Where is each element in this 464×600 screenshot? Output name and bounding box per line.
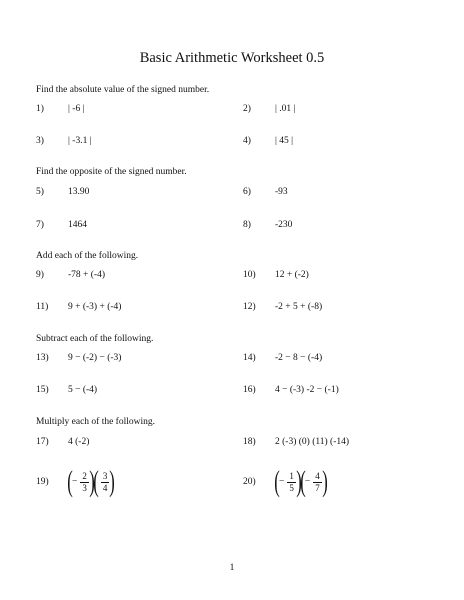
problem-number: 2) [243, 104, 251, 114]
fraction-sign: − [72, 477, 78, 487]
problem-number: 1) [36, 104, 44, 114]
problem-18 [243, 437, 349, 447]
problem-expression: 12 + (-2) [275, 270, 309, 280]
numerator: 1 [289, 470, 294, 481]
problem-3 [36, 136, 92, 146]
fraction [287, 471, 296, 494]
problem-expression: -230 [275, 220, 293, 230]
problem-number: 7) [36, 220, 44, 230]
section-heading-opposite: Find the opposite of the signed number. [36, 167, 187, 177]
problem-number: 12) [243, 302, 256, 312]
left-paren: ( [67, 465, 73, 498]
problem-expression: 5 − (-4) [68, 385, 98, 395]
numerator: 4 [315, 470, 320, 481]
problem-expression: -2 + 5 + (-8) [275, 302, 323, 312]
problem-number: 18) [243, 437, 256, 447]
problem-number: 14) [243, 353, 256, 363]
problem-5 [36, 187, 89, 197]
problem-number: 6) [243, 187, 251, 197]
problem-expression: | -6 | [68, 104, 85, 114]
fraction-sign: − [279, 477, 285, 487]
problem-expression: 4 − (-3) -2 − (-1) [275, 385, 339, 395]
problem-number: 4) [243, 136, 251, 146]
problem-expression: 13.90 [68, 187, 90, 197]
problem-13 [36, 353, 121, 363]
problem-6 [243, 187, 288, 197]
problem-17 [36, 437, 89, 447]
right-paren: ) [89, 465, 95, 498]
problem-expression: 9 − (-2) − (-3) [68, 353, 122, 363]
problem-number: 16) [243, 385, 256, 395]
right-paren: ) [321, 465, 328, 498]
problem-15 [36, 385, 97, 395]
problem-number: 13) [36, 353, 49, 363]
problem-expression: -93 [275, 187, 288, 197]
worksheet-title: Basic Arithmetic Worksheet 0.5 [139, 50, 325, 66]
problem-8 [243, 220, 292, 230]
problem-number: 10) [243, 270, 256, 280]
problem-1 [36, 104, 84, 114]
problem-number: 3) [36, 136, 44, 146]
problem-16 [243, 385, 339, 395]
problem-expression: 4 (-2) [68, 437, 90, 447]
problem-number: 17) [36, 437, 49, 447]
numerator: 2 [82, 470, 87, 481]
left-paren: ( [274, 465, 280, 498]
problem-expression: | 45 | [275, 136, 294, 146]
problem-2 [243, 104, 295, 114]
denominator: 4 [102, 482, 108, 493]
problem-12 [243, 302, 322, 312]
page-number: 1 [229, 563, 235, 573]
problem-number: 15) [36, 385, 49, 395]
problem-10 [243, 270, 309, 280]
problem-number: 5) [36, 187, 44, 197]
problem-4 [243, 136, 293, 146]
problem-expression: | -3.1 | [68, 136, 92, 146]
fraction [101, 471, 110, 494]
right-paren: ) [109, 465, 116, 498]
denominator: 3 [82, 482, 87, 493]
section-heading-absolute-value: Find the absolute value of the signed number. [36, 85, 210, 95]
problem-19 [36, 467, 114, 497]
fraction-sign: − [304, 477, 311, 487]
problem-number: 19) [36, 477, 49, 487]
section-heading-multiply: Multiply each of the following. [36, 417, 155, 427]
problem-number: 8) [243, 220, 251, 230]
left-paren: ( [300, 465, 306, 498]
problem-expression: | .01 | [275, 104, 296, 114]
problem-14 [243, 353, 322, 363]
problem-20 [243, 467, 327, 497]
problem-7 [36, 220, 87, 230]
section-heading-subtract: Subtract each of the following. [36, 334, 154, 344]
problem-expression: -78 + (-4) [68, 270, 106, 280]
problem-expression: -2 − 8 − (-4) [275, 353, 323, 363]
problem-expression: 9 + (-3) + (-4) [68, 302, 122, 312]
denominator: 7 [315, 482, 320, 493]
right-paren: ) [296, 465, 302, 498]
fraction [80, 471, 89, 494]
problem-9 [36, 270, 105, 280]
problem-expression: 1464 [68, 220, 87, 230]
problem-number: 9) [36, 270, 44, 280]
numerator: 3 [102, 470, 108, 481]
problem-expression: 2 (-3) (0) (11) (-14) [275, 437, 350, 447]
left-paren: ( [93, 465, 99, 498]
section-heading-add: Add each of the following. [36, 251, 139, 261]
problem-11 [36, 302, 121, 312]
fraction [313, 471, 322, 494]
problem-number: 20) [243, 477, 256, 487]
problem-number: 11) [36, 302, 49, 312]
denominator: 5 [289, 482, 294, 493]
